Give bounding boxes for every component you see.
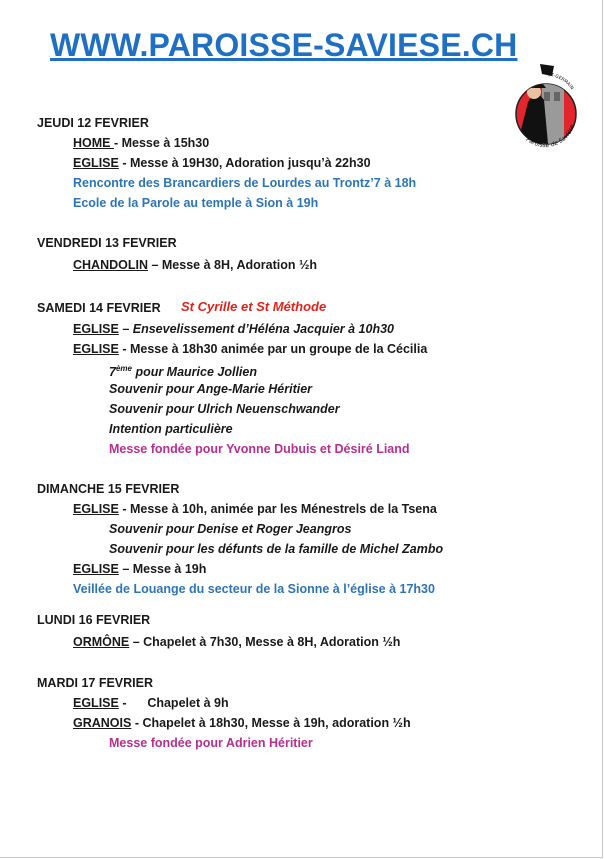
entry-ormone — [73, 634, 400, 650]
place-chandolin: CHANDOLIN — [73, 258, 148, 272]
entry-granois — [73, 715, 411, 731]
place-eglise: EGLISE — [73, 502, 119, 516]
messe-fondee-dubuis-liand: Messe fondée pour Yvonne Dubuis et Désiré Liand — [109, 442, 410, 456]
saints-of-day: St Cyrille et St Méthode — [181, 299, 327, 314]
place-home: HOME — [73, 136, 114, 150]
logo-arc-text-top: ST-GERMAIN — [547, 72, 575, 91]
parish-logo — [514, 62, 578, 158]
place-eglise: EGLISE — [73, 342, 119, 356]
day-heading-vendredi: VENDREDI 13 FEVRIER — [37, 236, 177, 250]
day-heading-lundi: LUNDI 16 FEVRIER — [37, 613, 151, 627]
entry-eglise-mardi-text: - Chapelet à 9h — [118, 696, 229, 710]
entry-home-text: - Messe à 15h30 — [113, 136, 210, 150]
event-brancardiers: Rencontre des Brancardiers de Lourdes au Trontz’7 à 18h — [73, 176, 417, 190]
place-eglise: EGLISE — [73, 562, 119, 576]
site-title-link[interactable]: WWW.PAROISSE-SAVIESE.CH — [50, 27, 518, 63]
event-ecole-parole: Ecole de la Parole au temple à Sion à 19h — [73, 196, 319, 210]
day-heading-jeudi: JEUDI 12 FEVRIER — [37, 116, 149, 130]
intention-particuliere: Intention particulière — [109, 422, 233, 436]
day-heading-dimanche: DIMANCHE 15 FEVRIER — [37, 482, 180, 496]
entry-eglise-dimanche-2-text: – Messe à 19h — [118, 562, 207, 576]
logo-arc-text-bottom: Paroisse de Savièse — [524, 123, 577, 150]
place-eglise: EGLISE — [73, 696, 119, 710]
day-heading-samedi: SAMEDI 14 FEVRIER — [37, 301, 161, 315]
entry-ormone-text: – Chapelet à 7h30, Messe à 8H, Adoration ½h — [129, 635, 401, 649]
entry-home — [73, 135, 209, 151]
entry-eglise-dimanche-1 — [73, 501, 437, 517]
entry-eglise-samedi-2 — [73, 341, 427, 357]
intention-jeangros: Souvenir pour Denise et Roger Jeangros — [109, 522, 352, 536]
entry-eglise-samedi-1 — [73, 321, 394, 337]
event-veillee-louange: Veillée de Louange du secteur de la Sionne à l’église à 17h30 — [73, 582, 435, 596]
intention-zambo: Souvenir pour les défunts de la famille de Michel Zambo — [109, 542, 444, 556]
entry-eglise-jeudi-text: - Messe à 19H30, Adoration jusqu’à 22h30 — [118, 156, 371, 170]
intention-ordinal-suffix: ème — [115, 364, 132, 373]
entry-eglise-jeudi — [73, 155, 371, 171]
entry-eglise-mardi — [73, 695, 229, 711]
place-eglise: EGLISE — [73, 156, 119, 170]
day-heading-mardi: MARDI 17 FEVRIER — [37, 676, 153, 690]
entry-chandolin-text: – Messe à 8H, Adoration ½h — [148, 258, 318, 272]
entry-eglise-dimanche-2 — [73, 561, 206, 577]
intention-number: 7 — [109, 365, 116, 380]
place-eglise: EGLISE — [73, 322, 119, 336]
place-ormone: ORMÔNE — [73, 635, 130, 649]
intention-maurice-jollien — [109, 361, 257, 380]
entry-eglise-samedi-2-text: - Messe à 18h30 animée par un groupe de la Cécilia — [118, 342, 428, 356]
entry-eglise-dimanche-1-text: - Messe à 10h, animée par les Ménestrels de la Tsena — [118, 502, 437, 516]
place-granois: GRANOIS — [73, 716, 132, 730]
entry-eglise-samedi-1-text: – Ensevelissement d’Héléna Jacquier à 10h30 — [118, 322, 394, 336]
messe-fondee-heritier: Messe fondée pour Adrien Héritier — [109, 736, 313, 750]
intention-text: pour Maurice Jollien — [131, 365, 257, 380]
intention-ange-marie: Souvenir pour Ange-Marie Héritier — [109, 382, 313, 396]
entry-chandolin — [73, 257, 317, 273]
intention-ulrich: Souvenir pour Ulrich Neuenschwander — [109, 402, 340, 416]
entry-granois-text: - Chapelet à 18h30, Messe à 19h, adoration ½h — [131, 716, 411, 730]
